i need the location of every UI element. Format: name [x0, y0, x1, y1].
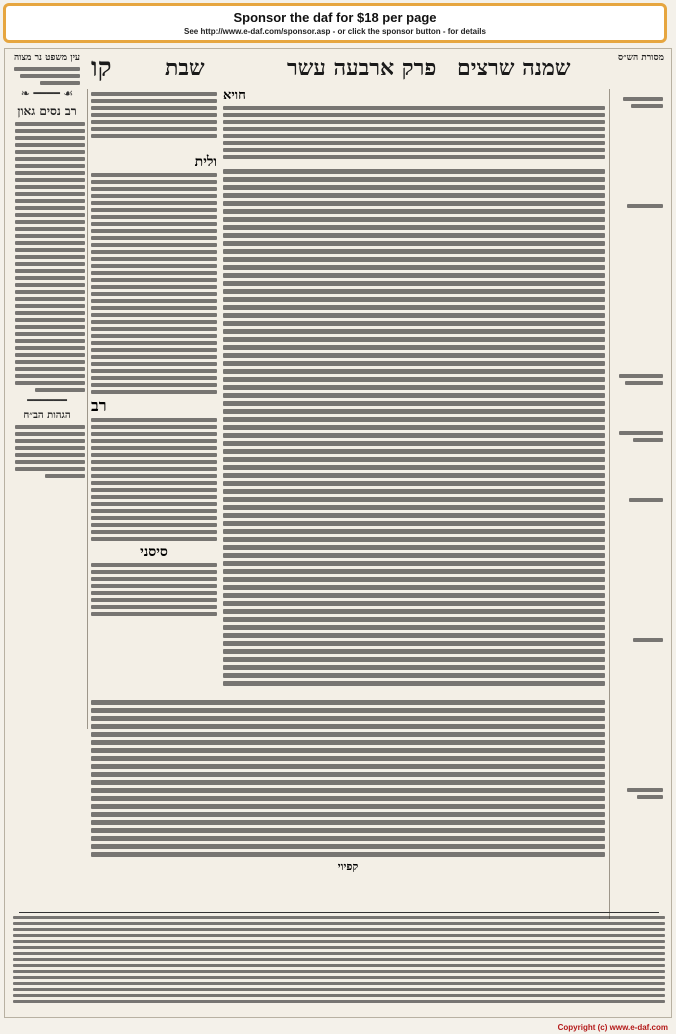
tractate-name: שבת [165, 55, 205, 81]
masoret-hashas-column [613, 53, 669, 913]
chapter-title: פרק ארבעה עשר [287, 55, 437, 81]
decorative-divider: ━━━━━━ [27, 394, 67, 407]
banner-subtext: See http://www.e-daf.com/sponsor.asp - or click the sponsor button - for details [184, 27, 486, 36]
hagahot-habach-title: הגהות הב״ח [23, 410, 71, 421]
main-text-end-word: קפיוי [337, 860, 359, 873]
masoret-hashas-title: מסורת הש״ס [618, 53, 664, 63]
ein-mishpat-title: עין משפט נר מצוה [13, 53, 81, 63]
tosafot-keyword: ולית [194, 154, 217, 170]
bottom-commentary [13, 909, 665, 1013]
copyright-notice: Copyright (c) www.e-daf.com [557, 1023, 668, 1032]
hagahot-habach-text [9, 425, 85, 478]
rav-nissim-gaon-text [9, 122, 85, 392]
sponsor-banner[interactable] [3, 3, 667, 43]
rashi-keyword: חויא [223, 89, 246, 103]
tosafot-keyword: רב [91, 396, 107, 415]
page-number: קו [91, 53, 112, 83]
tosafot-column [91, 89, 217, 729]
chapter-name: שמנה שרצים [457, 55, 571, 81]
lower-main-text [91, 697, 605, 897]
banner-headline: Sponsor the daf for $18 per page [233, 10, 437, 25]
tosafot-keyword: סיסני [140, 544, 168, 560]
daf-page [4, 48, 672, 1018]
main-text-column [223, 89, 605, 689]
decorative-divider: ❧ ━━━━ ☙ [20, 87, 74, 100]
left-margin-column [9, 53, 85, 753]
rav-nissim-gaon-title: רב נסים גאון [17, 104, 77, 118]
